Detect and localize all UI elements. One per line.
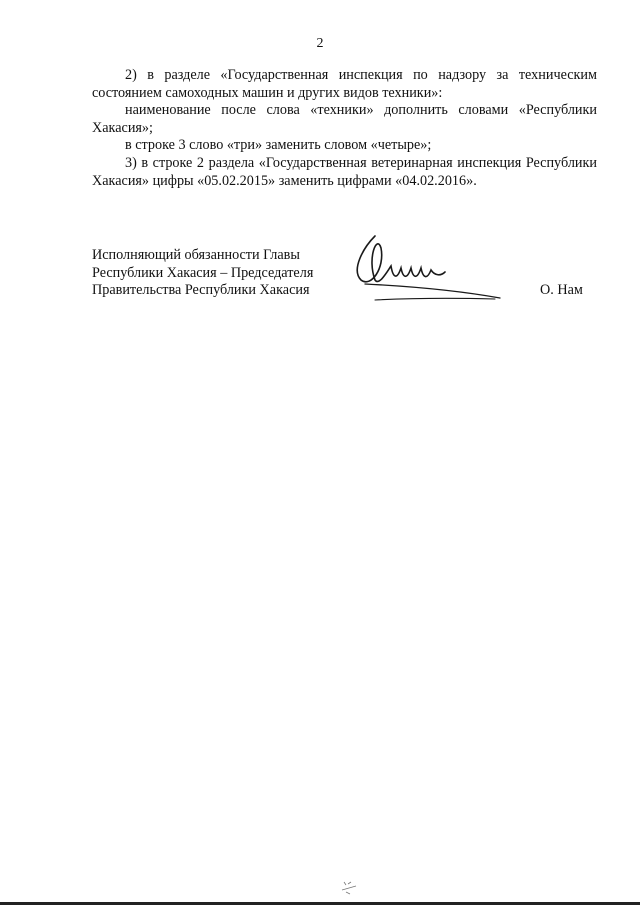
paragraph-4: 3) в строке 2 раздела «Государственная ветеринарная инспекция Республики Хакасия» цифры «05.02.2015» заменить цифрами «04.02.2016». (92, 154, 597, 189)
scan-artifact (330, 878, 370, 898)
paragraph-1: 2) в разделе «Государственная инспекция по надзору за техническим состоянием самоходных машин и других видов техники»: (92, 67, 597, 101)
signatory-title-line-2: Республики Хакасия – Председателя (92, 264, 314, 281)
document-body (92, 67, 597, 190)
handwritten-signature (345, 228, 505, 308)
signatory-title-line-3: Правительства Республики Хакасия (92, 282, 310, 299)
signatory-title (92, 247, 313, 300)
signatory-title-line-1: Исполняющий обязанности Главы (92, 247, 300, 263)
paragraph-2: наименование после слова «техники» дополнить словами «Республики Хакасия»; (92, 102, 597, 136)
paragraph-3: в строке 3 слово «три» заменить словом «четыре»; (125, 137, 432, 154)
signer-name: О. Нам (540, 282, 583, 298)
page-number: 2 (316, 36, 324, 51)
